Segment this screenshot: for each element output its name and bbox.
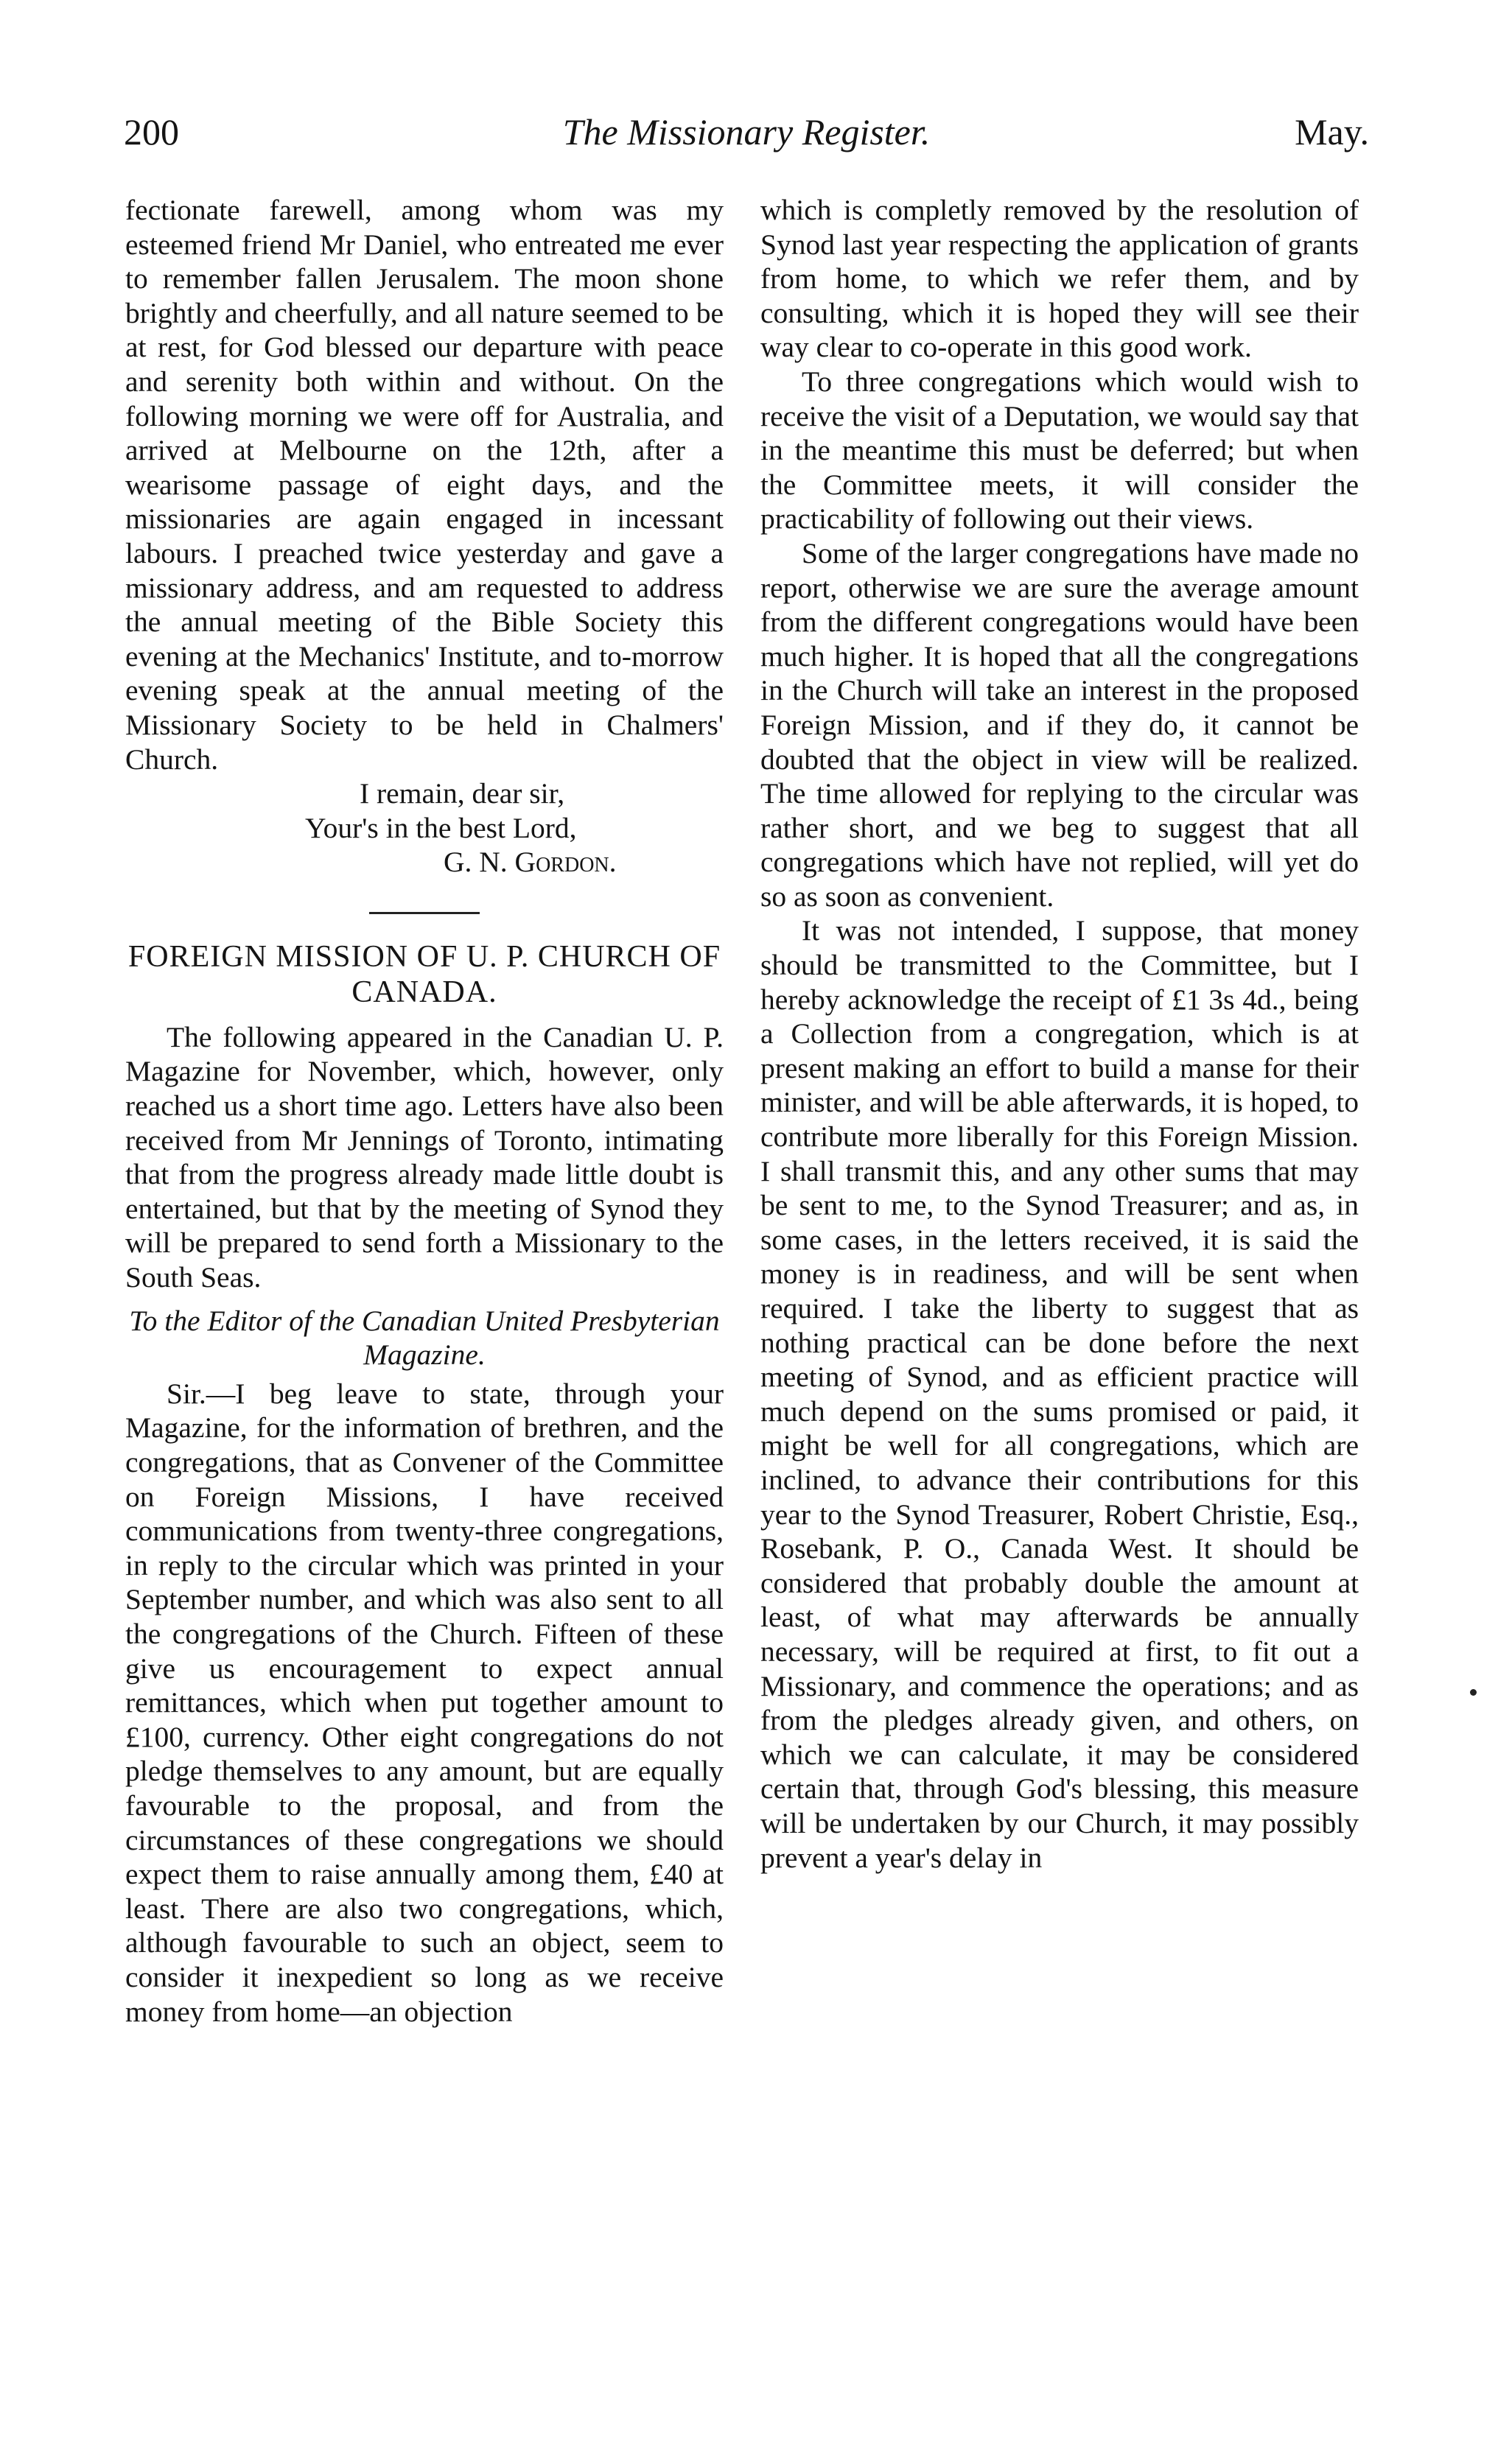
page-number: 200 (124, 111, 179, 152)
section-divider (369, 912, 480, 914)
paragraph-deputation: To three congregations which would wish to receive the visit of a Deputation, we would say that in the meantime this must be deferred; but when the Committee meets, it will consider the practicability of following out their views. (760, 365, 1359, 536)
left-column (125, 193, 724, 2029)
running-header (124, 110, 1369, 162)
margin-mark (1470, 1689, 1477, 1696)
journal-title: The Missionary Register. (562, 111, 931, 152)
closing-line-2: Your's in the best Lord, (305, 811, 577, 844)
paragraph-contributions: It was not intended, I suppose, that money should be transmitted to the Committee, but I hereby acknowledge the receipt of £1 3s 4d., being a Collection from a congregation, which is at present making an effort to build a manse for their minister, and will be able afterwards, it is hoped, to contribute more liberally for this Foreign Mission. I shall transmit this, and any other sums that may be sent to me, to the Synod Treasurer; and as, in some cases, in the letters received, it is said the money is in readiness, and will be sent when required. I take the liberty to suggest that as nothing practical can be done before the next meeting of Synod, and as efficient practice will much depend on the sums promised or paid, it might be well for all congregations, which are inclined, to advance their contributions for this year to the Synod Treasurer, Robert Christie, Esq., Rosebank, P. O., Canada West. It should be considered that probably double the amount at least, of what may afterwards be annually necessary, will be required at first, to fit out a Missionary, and commence the operations; and as from the pledges already given, and others, on which we can calculate, it may be considered certain that, through God's blessing, this measure will be undertaken by our Church, it may possibly prevent a year's delay in (760, 914, 1359, 1874)
letter-start-paragraph: Sir.—I beg leave to state, through your Magazine, for the information of brethren, and the congregations, that as Convener of the Committee on Foreign Missions, I have received communications from twenty-three congregations, in reply to the circular which was printed in your September number, and which was also sent to all the congregations of the Church. Fifteen of these give us encouragement to expect annual remittances, which when put together amount to £100, currency. Other eight congregations do not pledge themselves to any amount, but are equally favourable to the proposal, and from the circumstances of these congregations we should expect them to raise annually among them, £40 at least. There are also two congregations, which, although favourable to such an object, seem to consider it inexpedient so long as we receive money from home—an objection (125, 1377, 724, 2028)
letter-address: To the Editor of the Canadian United Presbyterian Magazine. (129, 1304, 720, 1372)
section-heading: FOREIGN MISSION OF U. P. CHURCH OF CANADA. (127, 939, 721, 1009)
right-column (760, 193, 1359, 1875)
paragraph-continued: which is completly removed by the resolution of Synod last year respecting the application of grants from home, to which we refer them, and by consulting, which it is hoped they will see their way clear to co-operate in this good work. (760, 194, 1359, 364)
paragraph-larger-congregations: Some of the larger congregations have made no report, otherwise we are sure the average amount from the different congregations would have been much higher. It is hoped that all the congregations in the Church will take an interest in the proposed Foreign Mission, and if they do, it cannot be doubted that the object in view will be realized. The time allowed for replying to the circular was rather short, and we beg to suggest that all congregations which have not replied, will yet do so as soon as convenient. (760, 536, 1359, 913)
intro-paragraph: The following appeared in the Canadian U. P. Magazine for November, which, however, only reached us a short time ago. Letters have also been received from Mr Jennings of Toronto, intimating that from the progress already made little doubt is entertained, but that by the meeting of Synod they will be prepared to send forth a Missionary to the South Seas. (125, 1020, 724, 1294)
closing-line-1: I remain, dear sir, (360, 777, 565, 810)
issue-month: May. (1295, 111, 1369, 152)
signature: G. N. Gordon. (444, 846, 617, 879)
letter-end-paragraph: fectionate farewell, among whom was my esteemed friend Mr Daniel, who entreated me ever to remember fallen Jerusalem. The moon shone brightly and cheerfully, and all nature seemed to be at rest, for God blessed our departure with peace and serenity both within and without. On the following morning we were off for Australia, and arrived at Melbourne on the 12th, after a wearisome passage of eight days, and the missionaries are again engaged in incessant labours. I preached twice yesterday and gave a missionary address, and am requested to address the annual meeting of the Bible Society this evening at the Mechanics' Institute, and to-morrow evening speak at the annual meeting of the Missionary Society to be held in Chalmers' Church. (125, 194, 724, 776)
